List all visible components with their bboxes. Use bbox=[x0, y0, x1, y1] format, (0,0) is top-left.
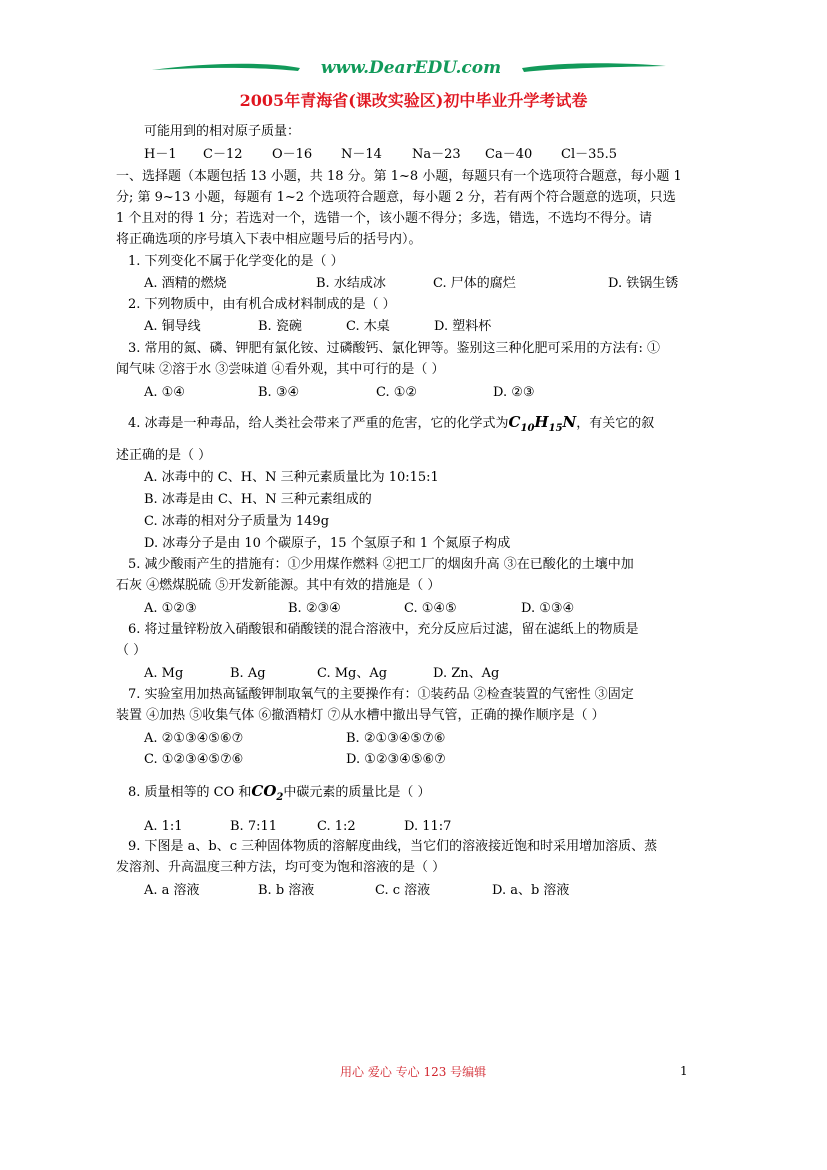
question-4-option-d: D. 冰毒分子是由 10 个碳原子，15 个氢原子和 1 个氮原子构成 bbox=[144, 536, 511, 551]
question-1-stem: 1. 下列变化不属于化学变化的是（ ） bbox=[128, 254, 344, 269]
question-4-stem-cont: 述正确的是（ ） bbox=[116, 448, 212, 463]
question-4-option-b: B. 冰毒是由 C、H、N 三种元素组成的 bbox=[144, 492, 372, 507]
question-2-option-b: B. 瓷碗 bbox=[258, 319, 302, 334]
question-8-stem bbox=[128, 782, 431, 807]
question-5-option-d: D. ①③④ bbox=[521, 601, 575, 616]
question-7-option-d: D. ①②③④⑤⑥⑦ bbox=[346, 752, 446, 767]
site-name: www.DearEDU.com bbox=[320, 58, 502, 78]
question-2-option-d: D. 塑料杯 bbox=[434, 319, 492, 334]
question-7-option-c: C. ①②③④⑤⑦⑥ bbox=[144, 752, 244, 767]
question-6-option-b: B. Ag bbox=[230, 666, 266, 681]
page-footer: 用心 爱心 专心 123 号编辑 bbox=[340, 1065, 487, 1079]
question-6-stem-cont: （ ） bbox=[116, 643, 147, 658]
question-6-option-d: D. Zn、Ag bbox=[433, 666, 500, 681]
question-2-option-c: C. 木桌 bbox=[346, 319, 390, 334]
question-4-stem-tail: ，有关它的叙 bbox=[576, 416, 655, 431]
question-4-stem bbox=[128, 413, 654, 438]
question-7-stem: 7. 实验室用加热高锰酸钾制取氧气的主要操作有：①装药品 ②检查装置的气密性 ③固定 bbox=[128, 687, 634, 702]
question-5-stem-cont: 石灰 ④燃煤脱硫 ⑤开发新能源。其中有效的措施是（ ） bbox=[116, 578, 441, 593]
question-8-stem-text: 8. 质量相等的 CO 和 bbox=[128, 785, 252, 800]
exam-title: 2005年青海省(课改实验区)初中毕业升学考试卷 bbox=[239, 91, 588, 110]
question-2-option-a: A. 铜导线 bbox=[144, 319, 201, 334]
atomic-mass-na: Na－23 bbox=[412, 147, 461, 162]
question-8-option-a: A. 1:1 bbox=[144, 819, 183, 834]
question-3-option-d: D. ②③ bbox=[493, 385, 535, 400]
question-8-stem-tail: 中碳元素的质量比是（ ） bbox=[283, 785, 431, 800]
section-instructions-line: 1 个且对的得 1 分；若选对一个，选错一个，该小题不得分；多选，错选，不选均不得分。请 bbox=[116, 211, 652, 226]
atomic-mass-ca: Ca－40 bbox=[485, 147, 533, 162]
atomic-mass-n: N－14 bbox=[341, 147, 382, 162]
question-1-option-d: D. 铁锅生锈 bbox=[608, 276, 679, 291]
atomic-mass-h: H－1 bbox=[144, 147, 177, 162]
page-number: 1 bbox=[680, 1064, 688, 1078]
question-9-option-c: C. c 溶液 bbox=[375, 883, 431, 898]
question-5-stem: 5. 减少酸雨产生的措施有：①少用煤作燃料 ②把工厂的烟囱升高 ③在已酸化的土壤中加 bbox=[128, 557, 634, 572]
question-5-option-a: A. ①②③ bbox=[144, 601, 197, 616]
question-7-option-b: B. ②①③④⑤⑦⑥ bbox=[346, 731, 446, 746]
atomic-mass-cl: Cl－35.5 bbox=[561, 147, 618, 162]
question-6-option-c: C. Mg、Ag bbox=[317, 666, 388, 681]
question-8-option-c: C. 1:2 bbox=[317, 819, 356, 834]
atomic-mass-o: O－16 bbox=[272, 147, 313, 162]
question-8-option-b: B. 7:11 bbox=[230, 819, 278, 834]
question-3-option-c: C. ①② bbox=[376, 385, 418, 400]
question-2-stem: 2. 下列物质中，由有机合成材料制成的是（ ） bbox=[128, 297, 396, 312]
question-9-option-d: D. a、b 溶液 bbox=[492, 883, 570, 898]
section-instructions-line: 分; 第 9~13 小题，每题有 1~2 个选项符合题意，每小题 2 分，若有两个符合题意的选项，只选 bbox=[116, 190, 676, 205]
question-4-stem-text: 4. 冰毒是一种毒品，给人类社会带来了严重的危害，它的化学式为 bbox=[128, 416, 509, 431]
question-3-option-b: B. ③④ bbox=[258, 385, 300, 400]
question-3-stem: 3. 常用的氮、磷、钾肥有氯化铵、过磷酸钙、氯化钾等。鉴别这三种化肥可采用的方法有: ① bbox=[128, 341, 661, 356]
question-8-option-d: D. 11:7 bbox=[404, 819, 452, 834]
question-1-option-b: B. 水结成冰 bbox=[316, 276, 386, 291]
question-4-option-c: C. 冰毒的相对分子质量为 149g bbox=[144, 514, 330, 529]
question-1-option-c: C. 尸体的腐烂 bbox=[433, 276, 516, 291]
question-7-stem-cont: 装置 ④加热 ⑤收集气体 ⑥撤酒精灯 ⑦从水槽中撤出导气管，正确的操作顺序是（ ） bbox=[116, 708, 605, 723]
question-3-option-a: A. ①④ bbox=[144, 385, 185, 400]
question-3-stem-cont: 闻气味 ②溶于水 ③尝味道 ④看外观，其中可行的是（ ） bbox=[116, 362, 445, 377]
carbon-dioxide-formula: $CO_2$ bbox=[251, 782, 284, 803]
question-9-option-b: B. b 溶液 bbox=[258, 883, 315, 898]
question-9-stem-cont: 发溶剂、升高温度三种方法，均可变为饱和溶液的是（ ） bbox=[116, 860, 446, 875]
methamphetamine-formula: $C_{10}H_{15}N$ bbox=[508, 413, 577, 434]
question-6-stem: 6. 将过量锌粉放入硝酸银和硝酸镁的混合溶液中，充分反应后过滤，留在滤纸上的物质是 bbox=[128, 622, 639, 637]
question-6-option-a: A. Mg bbox=[144, 666, 184, 681]
section-instructions-line: 一、选择题（本题包括 13 小题，共 18 分。第 1~8 小题，每题只有一个选项符合题意，每小题 1 bbox=[116, 169, 682, 184]
question-5-option-c: C. ①④⑤ bbox=[404, 601, 457, 616]
section-instructions-line: 将正确选项的序号填入下表中相应题号后的括号内）。 bbox=[116, 232, 422, 247]
atomic-mass-c: C－12 bbox=[203, 147, 243, 162]
question-5-option-b: B. ②③④ bbox=[288, 601, 341, 616]
atomic-mass-label: 可能用到的相对原子质量： bbox=[144, 124, 301, 139]
question-9-stem: 9. 下图是 a、b、c 三种固体物质的溶解度曲线，当它们的溶液接近饱和时采用增加溶质、蒸 bbox=[128, 839, 658, 854]
question-7-option-a: A. ②①③④⑤⑥⑦ bbox=[144, 731, 244, 746]
question-9-option-a: A. a 溶液 bbox=[144, 883, 200, 898]
question-4-option-a: A. 冰毒中的 C、H、N 三种元素质量比为 10:15:1 bbox=[144, 470, 439, 485]
question-1-option-a: A. 酒精的燃烧 bbox=[144, 276, 227, 291]
site-logo bbox=[150, 58, 670, 82]
